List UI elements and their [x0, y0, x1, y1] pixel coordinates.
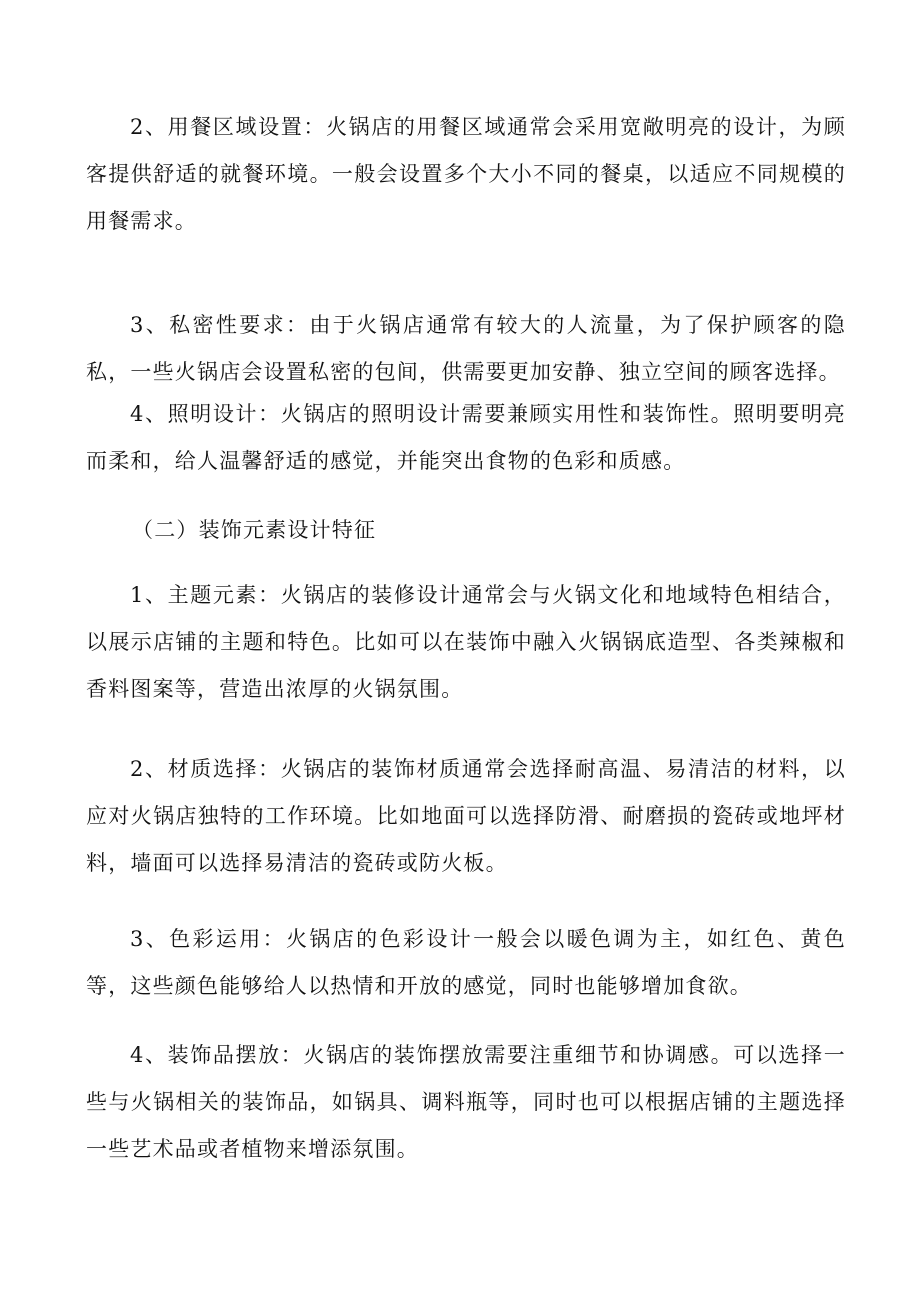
paragraph-lighting: 4、照明设计：火锅店的照明设计需要兼顾实用性和装饰性。照明要明亮而柔和，给人温馨舒适的感觉，并能突出食物的色彩和质感。	[86, 402, 846, 473]
paragraph-materials: 2、材质选择：火锅店的装饰材质通常会选择耐高温、易清洁的材料，以应对火锅店独特的工作环境。比如地面可以选择防滑、耐磨损的瓷砖或地坪材料，墙面可以选择易清洁的瓷砖或防火板。	[86, 757, 846, 875]
paragraph-colors: 3、色彩运用：火锅店的色彩设计一般会以暖色调为主，如红色、黄色等，这些颜色能够给人以热情和开放的感觉，同时也能够增加食欲。	[86, 927, 846, 998]
paragraph-theme-elements: 1、主题元素：火锅店的装修设计通常会与火锅文化和地域特色相结合，以展示店铺的主题和特色。比如可以在装饰中融入火锅锅底造型、各类辣椒和香料图案等，营造出浓厚的火锅氛围。	[86, 583, 846, 701]
paragraph-privacy: 3、私密性要求：由于火锅店通常有较大的人流量，为了保护顾客的隐私，一些火锅店会设置私密的包间，供需要更加安静、独立空间的顾客选择。	[86, 313, 846, 384]
section-heading: （二）装饰元素设计特征	[132, 518, 377, 542]
paragraph-dining-area: 2、用餐区域设置：火锅店的用餐区域通常会采用宽敞明亮的设计，为顾客提供舒适的就餐环境。一般会设置多个大小不同的餐桌，以适应不同规模的用餐需求。	[86, 115, 846, 233]
paragraph-decorations: 4、装饰品摆放：火锅店的装饰摆放需要注重细节和协调感。可以选择一些与火锅相关的装饰品，如锅具、调料瓶等，同时也可以根据店铺的主题选择一些艺术品或者植物来增添氛围。	[86, 1043, 846, 1161]
